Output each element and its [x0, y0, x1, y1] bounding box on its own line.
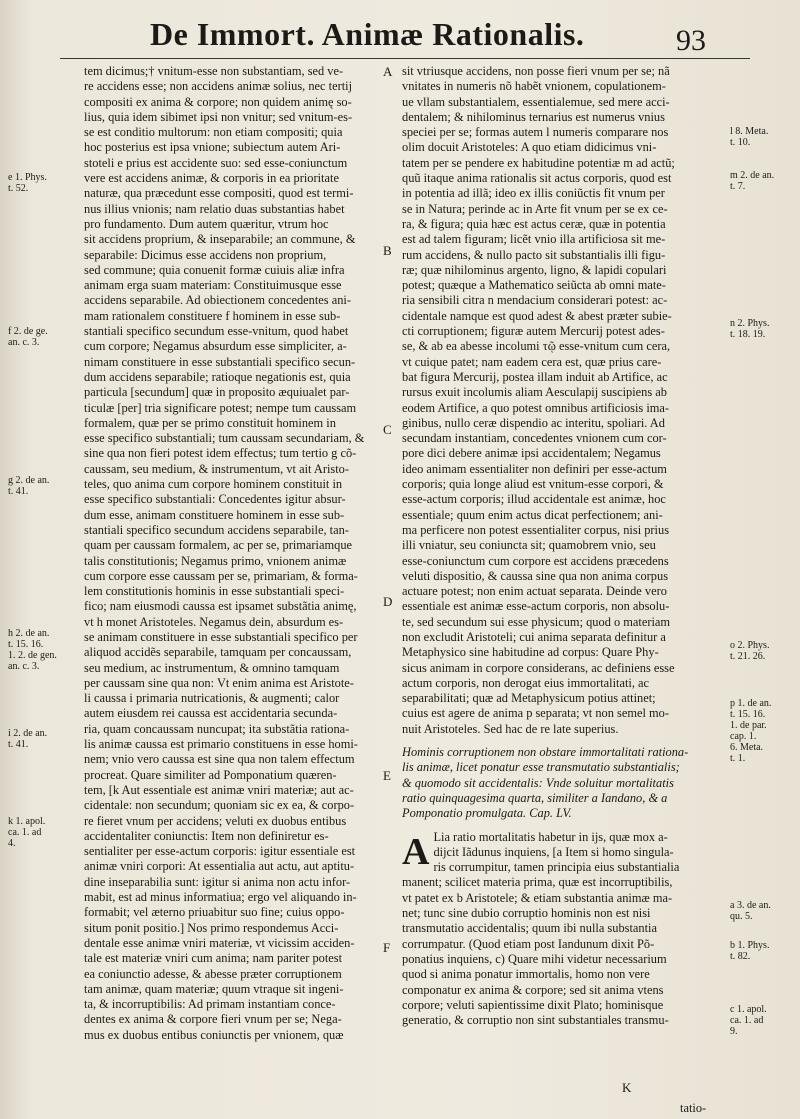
- text-line: corporis; quia longe aliud est vnitum-esse corpori, &: [402, 477, 664, 492]
- text-line: rum accidens, & nullo pacto sit substantialis illi figu-: [402, 247, 666, 262]
- section-letter: F: [383, 940, 391, 955]
- running-head: [0, 14, 800, 58]
- text-line: stoteli e prius est accidente suo: sed esse-coniunctum: [84, 155, 348, 170]
- margin-note: k 1. apol. ca. 1. ad 4.: [8, 816, 46, 849]
- text-line: Lia ratio mortalitatis habetur in ijs, quæ mox a-: [433, 829, 668, 844]
- text-line: ria, quam concaussam nuncupat; ita substãtia rationa-: [84, 721, 350, 736]
- header-rule: [60, 58, 750, 59]
- text-line: olim docuit Aristoteles: A quo etiam didicimus vni-: [402, 140, 657, 155]
- text-line: sine qua non fieri potest idem effectus; tum tertio g cõ-: [84, 446, 357, 461]
- text-line: rursus exuit incolumis aliam Aesculapij suscipiens ab: [402, 385, 667, 400]
- right-text-column: [402, 64, 720, 1028]
- catchword: tatio-: [680, 1101, 707, 1115]
- margin-note: c 1. apol. ca. 1. ad 9.: [730, 1004, 767, 1037]
- text-line: sicus animam in corpore considerans, ac definiens esse: [402, 660, 675, 675]
- section-letter: B: [383, 243, 392, 258]
- text-line: dine inseparabilia sunt: igitur si anima non actu infor-: [84, 874, 351, 889]
- margin-note: g 2. de an. t. 41.: [8, 475, 50, 497]
- margin-note: m 2. de an. t. 7.: [730, 170, 775, 192]
- margin-note: f 2. de ge. an. c. 3.: [8, 326, 48, 348]
- text-line: esse specifico substantiali; tum caussam secundariam, &: [84, 431, 365, 446]
- margin-note: a 3. de an. qu. 5.: [730, 900, 771, 922]
- text-line: lis animæ, licet ponatur esse transmutatio substantialis;: [402, 760, 680, 775]
- text-line: non excludit Aristoteli; cui anima separata definitur a: [402, 629, 666, 644]
- text-line: lius, quia idem sibimet ipsi non vnitur; sed vnitum-es-: [84, 109, 353, 124]
- text-line: lem constitutionis hominis in esse substantiali speci-: [84, 584, 345, 599]
- text-line: corrumpatur. (Quod etiam post Iandunum dixit Põ-: [402, 936, 655, 951]
- section-letter: D: [383, 594, 393, 609]
- page-number: 93: [676, 24, 706, 57]
- text-line: cti corruptionem; figuræ autem Mercurij potest ades-: [402, 324, 665, 339]
- text-line: componatur ex anima & corpore; sed sit anima vtens: [402, 982, 664, 997]
- text-line: speciei per se; formas autem l numeris comparare nos: [402, 125, 669, 140]
- text-line: transmutatio accidentalis; quum ibi nulla substantia: [402, 921, 657, 936]
- text-line: quod si anima ponatur immortalis, homo non vere: [402, 967, 650, 982]
- text-line: nuit Aristoteles. Sed hac de re late superius.: [402, 721, 619, 736]
- text-line: se est conditio multorum: non etiam compositi; quia: [84, 125, 343, 140]
- text-line: ginibus, nullo ceræ dispendio ac interitu, spoliari. Ad: [402, 415, 665, 430]
- text-line: formabit; vel æterno priuabitur suo fine; cuius oppo-: [84, 905, 345, 920]
- text-line: ris corrumpitur, tamen principia eius substantialia: [433, 860, 680, 875]
- text-line: ræ; quæ nihilominus argento, ligno, & lapidi copulari: [402, 262, 667, 277]
- text-line: tam animæ, quam materiæ; quum vtraque sit ingeni-: [84, 981, 344, 996]
- text-line: secundam instantiam, concedentes vnionem cum cor-: [402, 431, 667, 446]
- text-line: tem dicimus;† vnitum-esse non substantiam, sed ve-: [84, 64, 344, 78]
- text-line: sed commune; quia conuenit formæ cuiuis aliæ infra: [84, 262, 345, 277]
- text-line: accidentaliter coniunctis: Item non definiretur es-: [84, 828, 329, 843]
- text-line: situm ponit positio.] Nos primo respondemus Acci-: [84, 920, 339, 935]
- text-line: sentialiter per esse-actum corporis: igitur essentiale est: [84, 844, 356, 859]
- text-line: tem, [k Aut essentiale est animæ vniri materiæ; aut ac-: [84, 782, 354, 797]
- text-line: Metaphysico sine habitudine ad corpus: Quare Phy-: [402, 645, 659, 660]
- text-line: mus ex duobus entibus coniunctis per vnionem, quæ: [84, 1027, 344, 1042]
- text-line: cuius est agere de anima p separata; vt non semel mo-: [402, 706, 669, 721]
- text-line: vnitates in numeris nõ habẽt vnionem, copulationem-: [402, 79, 666, 94]
- text-line: dentale esse animæ vniri materiæ, vt vicissim acciden-: [84, 935, 355, 950]
- text-line: ra, & figura; quia hæc est actus ceræ, quæ in potentia: [402, 216, 666, 231]
- text-line: separabilitati; quæ ad Metaphysicum potius attinet;: [402, 691, 656, 706]
- text-line: dum esse, animam constituere hominem in esse sub-: [84, 507, 345, 522]
- section-letter: A: [383, 64, 393, 79]
- text-line: separabile: Dicimus esse accidens non proprium,: [84, 247, 327, 262]
- text-line: animam erga suam materiam: Constituimusque esse: [84, 278, 342, 293]
- text-line: compositi ex anima & corpore; non quidem animę so-: [84, 94, 352, 109]
- text-line: ratio quinquagesima quarta, similiter a Iandano, & a: [402, 790, 668, 805]
- text-line: pore dici debere animæ ipsi accidentalem; Negamus: [402, 446, 661, 461]
- text-line: stantiali specifico secundum accidens separabile, tan-: [84, 522, 349, 537]
- text-line: dentes ex anima & corpore fieri vnum per se; Nega-: [84, 1012, 342, 1027]
- text-line: se in Natura; perinde ac in Arte fit vnum per se ex ce-: [402, 201, 668, 216]
- drop-cap: A: [402, 830, 430, 873]
- text-line: fico; nam eiusmodi caussa est ipsamet substãtia animę,: [84, 599, 357, 614]
- text-line: procreat. Quare similiter ad Pomponatium quæren-: [84, 767, 337, 782]
- text-line: generatio, & corruptio non sint substantiales transmu-: [402, 1013, 669, 1028]
- text-line: re accidens esse; non accidens animæ solius, nec tertij: [84, 79, 353, 94]
- text-line: seu medium, ac instrumentum, & omnino tamquam: [84, 660, 340, 675]
- text-line: actum corporis, non derogat eius immortalitati, ac: [402, 675, 650, 690]
- text-line: ponatius inquiens, c) Quare mihi videtur necessarium: [402, 951, 667, 966]
- chapter-text: [402, 830, 720, 1029]
- section-gap: [402, 737, 720, 745]
- text-line: eodem Artifice, a quo potest omnibus artificiosis ima-: [402, 400, 670, 415]
- margin-note: n 2. Phys. t. 18. 19.: [730, 318, 770, 340]
- text-line: stantiali specifico secundum esse-vnitum, quod habet: [84, 324, 349, 339]
- margin-note: e 1. Phys. t. 52.: [8, 172, 47, 194]
- running-title: De Immort. Animæ Rationalis.: [150, 16, 585, 52]
- margin-note: l 8. Meta. t. 10.: [730, 126, 769, 148]
- text-line: ticulæ [per] tria significare potest; nempe tum caussam: [84, 400, 357, 415]
- text-line: li caussa i primaria nutricationis, & augmenti; calor: [84, 691, 340, 706]
- text-line: Pomponatio promulgata. Cap. LV.: [402, 806, 572, 821]
- text-line: esse-coniunctum cum corpore est accidens præcedens: [402, 553, 669, 568]
- signature-mark: K: [622, 1080, 632, 1095]
- text-line: in potentia ad illã; ideo ex illis coniũctis fit vnum per: [402, 186, 665, 201]
- text-line: nimam constituere in esse substantiali specifico secun-: [84, 354, 356, 369]
- text-line: nus illius vnionis; nam relatio duas substantias habet: [84, 201, 345, 216]
- text-line: se, & ab ea abesse incolumi τῷ esse-vnitum cum cera,: [402, 339, 671, 354]
- text-line: vt cuique patet; nam eadem cera est, quæ prius care-: [402, 354, 662, 369]
- text-line: esse specifico substantiali: Concedentes igitur absur-: [84, 492, 346, 507]
- text-line: bat figura Mercurij, postea illam induit ab Artifice, ac: [402, 369, 668, 384]
- text-line: actuare potest; non enim actuat separata. Deinde vero: [402, 584, 667, 599]
- text-line: Hominis corruptionem non obstare immortalitati rationa-: [402, 745, 689, 760]
- text-line: net; tunc sine dubio corruptio hominis non est nisi: [402, 906, 651, 921]
- margin-note: b 1. Phys. t. 82.: [730, 940, 770, 962]
- text-line: ea coniunctio adesse, & abesse præter corruptionem: [84, 966, 342, 981]
- left-text-column: [84, 64, 376, 1043]
- text-line: dum accidens separabile; ratioque negationis est, quia: [84, 369, 351, 384]
- text-line: autem eiusdem rei caussa est accidentaria secunda-: [84, 706, 338, 721]
- text-line: vere est accidens animæ, & corporis in ea prioritate: [84, 171, 339, 186]
- text-line: & quomodo sit accidentalis: Vnde soluitur mortalitatis: [402, 775, 674, 790]
- text-line: hoc posterius est ipsa vnione; subiectum autem Ari-: [84, 140, 341, 155]
- text-line: te, sed secundum sui esse physicum; quod o materiam: [402, 614, 671, 629]
- text-line: quũ itaque anima rationalis sit actus corporis, quod est: [402, 171, 672, 186]
- chapter-heading: [402, 745, 720, 821]
- text-line: nem; vnio vero caussa est sine qua non talem effectum: [84, 752, 355, 767]
- text-line: sit vtriusque accidens, non posse fieri vnum per se; nã: [402, 64, 670, 78]
- text-line: ta, & incorruptibilis: Ad primam instantiam conce-: [84, 997, 336, 1012]
- text-line: talis constitutionis; Negamus primo, vnionem animæ: [84, 553, 347, 568]
- text-line: sit accidens proprium, & inseparabile; an commune, &: [84, 232, 356, 247]
- margin-note: o 2. Phys. t. 21. 26.: [730, 640, 770, 662]
- text-line: re fieret vnum per accidens; veluti ex duobus entibus: [84, 813, 347, 828]
- text-line: per caussam sine qua non: Vt enim anima est Aristote-: [84, 675, 354, 690]
- right-column-main-text: [402, 64, 720, 737]
- text-line: est ad talem figuram; licẽt vnio illa artificiosa sit me-: [402, 232, 666, 247]
- text-line: quam per caussam formalem, ac per se, primariamque: [84, 538, 353, 553]
- text-line: pro fundamento. Dum autem quæritur, vtrum hoc: [84, 216, 329, 231]
- text-line: aliquod accidẽs separabile, tamquam per concaussam,: [84, 645, 352, 660]
- text-line: tatem per se pendere ex habitudine potentiæ m ad actũ;: [402, 155, 675, 170]
- text-line: essentiale; quum enim actus dicat perfectionem; ani-: [402, 507, 663, 522]
- text-line: vt h monet Aristoteles. Negamus dein, absurdum es-: [84, 614, 344, 629]
- text-line: vt patet ex b Aristotele; & etiam substantia animæ ma-: [402, 890, 673, 905]
- margin-note: h 2. de an. t. 15. 16. 1. 2. de gen. an. c. 3.: [8, 628, 57, 672]
- text-line: tale est materiæ vniri cum anima; nam pariter potest: [84, 951, 343, 966]
- section-letter: E: [383, 768, 391, 783]
- text-line: animæ vniri corpori: At essentialia aut actu, aut aptitu-: [84, 859, 355, 874]
- section-letter: C: [383, 422, 392, 437]
- section-gap: [402, 822, 720, 830]
- text-line: caussam, seu medium, & instrumentum, vt ait Aristo-: [84, 461, 349, 476]
- text-line: veluti dispositio, & caussa sine qua non anima corpus: [402, 568, 669, 583]
- text-line: esse-actum corporis; illud accidentale est animæ, hoc: [402, 492, 666, 507]
- text-line: dentalem; & nihilominus ternarius est numerus vnius: [402, 109, 665, 124]
- text-line: lis animæ caussa est primario constituens in esse homi-: [84, 737, 358, 752]
- text-line: cidentale namque est quod adest & abest præter subie-: [402, 308, 672, 323]
- text-line: accidens separabile. Ad obiectionem concedentes ani-: [84, 293, 351, 308]
- margin-note: p 1. de an. t. 15. 16. 1. de par. cap. 1. 6. Meta. t. 1.: [730, 698, 772, 764]
- text-line: potest; quæque a Mathematico seiũcta ab omni mate-: [402, 278, 666, 293]
- text-line: cum corpore esse caussam per se, primariam, & forma-: [84, 568, 358, 583]
- text-line: se animam constituere in esse substantiali specifico per: [84, 629, 358, 644]
- text-line: mabit, est ad minus informatiua; ergo vel aliquando in-: [84, 890, 357, 905]
- text-line: formalem, quæ per se primo constituit hominem in: [84, 415, 336, 430]
- text-line: ue vllam substantialem, essentialemue, sed mere acci-: [402, 94, 670, 109]
- text-line: illi vniatur, seu coniuncta sit; quamobrem vnio, seu: [402, 538, 656, 553]
- text-line: cidentale: non secundum; quoniam sic ex ea, & corpo-: [84, 798, 355, 813]
- text-line: manent; scilicet materia prima, quæ est incorruptibilis,: [402, 875, 673, 890]
- text-line: cum corpore; Negamus absurdum esse simpliciter, a-: [84, 339, 347, 354]
- text-line: mam rationalem constituere f hominem in esse sub-: [84, 308, 341, 323]
- text-line: ideo animam essentialiter non definiri per esse-actum: [402, 461, 667, 476]
- text-line: particula [secundum] quæ in proposito æquiualet par-: [84, 385, 350, 400]
- text-line: corpore; veluti sapientissime dixit Plato; hominisque: [402, 997, 664, 1012]
- text-line: ma perficere non potest essentialiter corpus, nisi prius: [402, 522, 670, 537]
- text-line: dijcit Iãdunus inquiens, [a Item si homo singula-: [433, 844, 674, 859]
- margin-note: i 2. de an. t. 41.: [8, 728, 48, 750]
- text-line: ria sensibili citra n mendacium considerari potest: ac-: [402, 293, 668, 308]
- text-line: essentiale est animæ esse-actum corporis, non absolu-: [402, 599, 670, 614]
- text-line: naturæ, qua præcedunt esse compositi, quod est termi-: [84, 186, 354, 201]
- text-line: teles, quo anima cum corpore hominem constituit in: [84, 477, 343, 492]
